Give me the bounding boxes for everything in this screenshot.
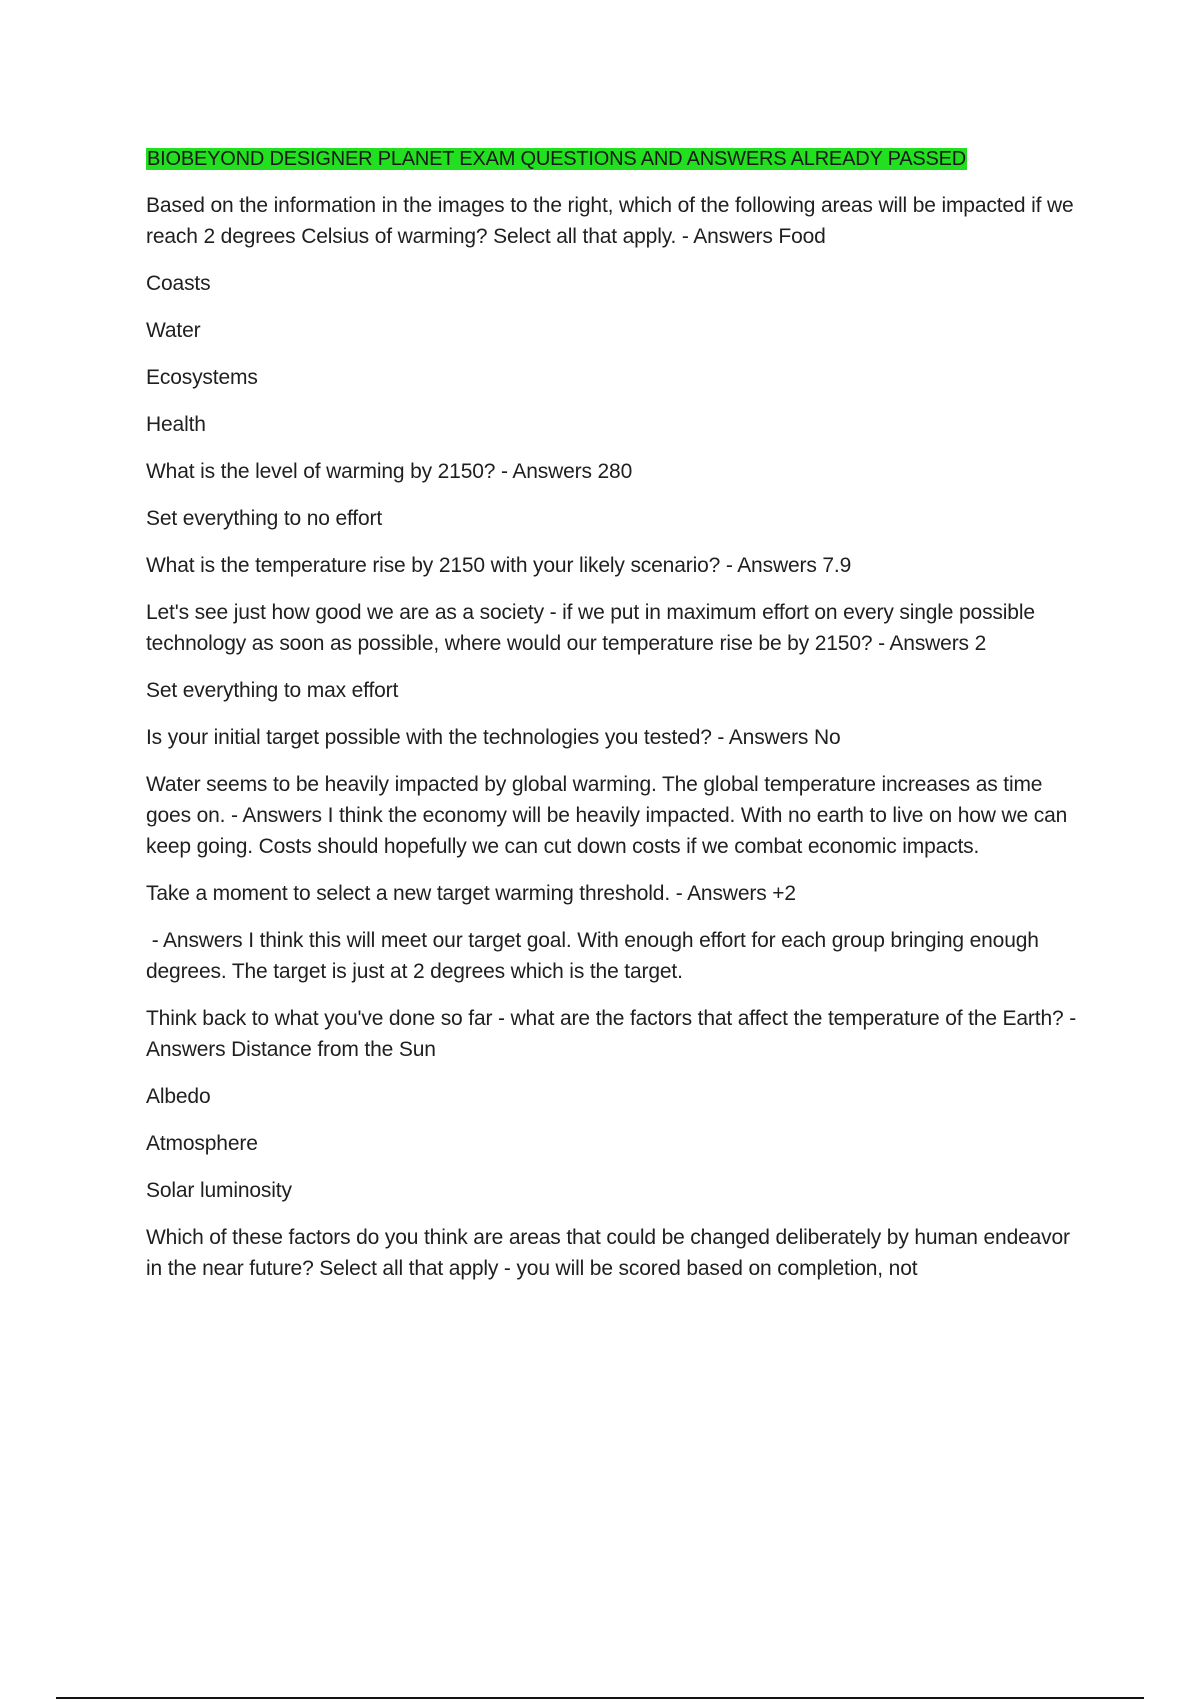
question-water-impact: Water seems to be heavily impacted by global warming. The global temperature increases as time goes on. - Answers I think the economy will be heavily impacted. With no earth to live on how we can keep going. Costs should hopefully we can cut down costs if we combat economic impacts.: [146, 773, 1073, 858]
answer-solar-luminosity: Solar luminosity: [146, 1179, 292, 1202]
instruction-no-effort: Set everything to no effort: [146, 507, 383, 530]
question-temperature-rise: What is the temperature rise by 2150 with your likely scenario? - Answers 7.9: [146, 554, 852, 577]
instruction-max-effort: Set everything to max effort: [146, 679, 399, 702]
answer-albedo: Albedo: [146, 1085, 211, 1108]
question-max-effort: Let's see just how good we are as a society - if we put in maximum effort on every single possible technology as soon as possible, where would our temperature rise be by 2150? - Answers 2: [146, 601, 1041, 655]
answer-ecosystems: Ecosystems: [146, 366, 258, 389]
answer-coasts: Coasts: [146, 272, 211, 295]
question-new-threshold: Take a moment to select a new target warming threshold. - Answers +2: [146, 882, 796, 905]
answer-atmosphere: Atmosphere: [146, 1132, 258, 1155]
answer-target-goal: - Answers I think this will meet our target goal. With enough effort for each group bringing enough degrees. The target is just at 2 degrees which is the target.: [146, 929, 1045, 983]
question-earth-factors: Think back to what you've done so far - what are the factors that affect the temperature of the Earth? - Answers Distance from the Sun: [146, 1007, 1081, 1061]
question-initial-target: Is your initial target possible with the technologies you tested? - Answers No: [146, 726, 841, 749]
title-block: [146, 146, 1086, 174]
answer-health: Health: [146, 413, 206, 436]
question-warming-level: What is the level of warming by 2150? - Answers 280: [146, 460, 633, 483]
question-food-impact: Based on the information in the images to the right, which of the following areas will be impacted if we reach 2 degrees Celsius of warming? Select all that apply. - Answers Food: [146, 194, 1080, 248]
question-human-endeavor: Which of these factors do you think are areas that could be changed deliberately by human endeavor in the near future? Select all that apply - you will be scored based on completion, not: [146, 1226, 1076, 1280]
answer-water: Water: [146, 319, 201, 342]
document-title: BIOBEYOND DESIGNER PLANET EXAM QUESTIONS AND ANSWERS ALREADY PASSED: [147, 148, 967, 170]
footer-divider: [56, 1697, 1144, 1699]
document-page: [146, 146, 1086, 1300]
